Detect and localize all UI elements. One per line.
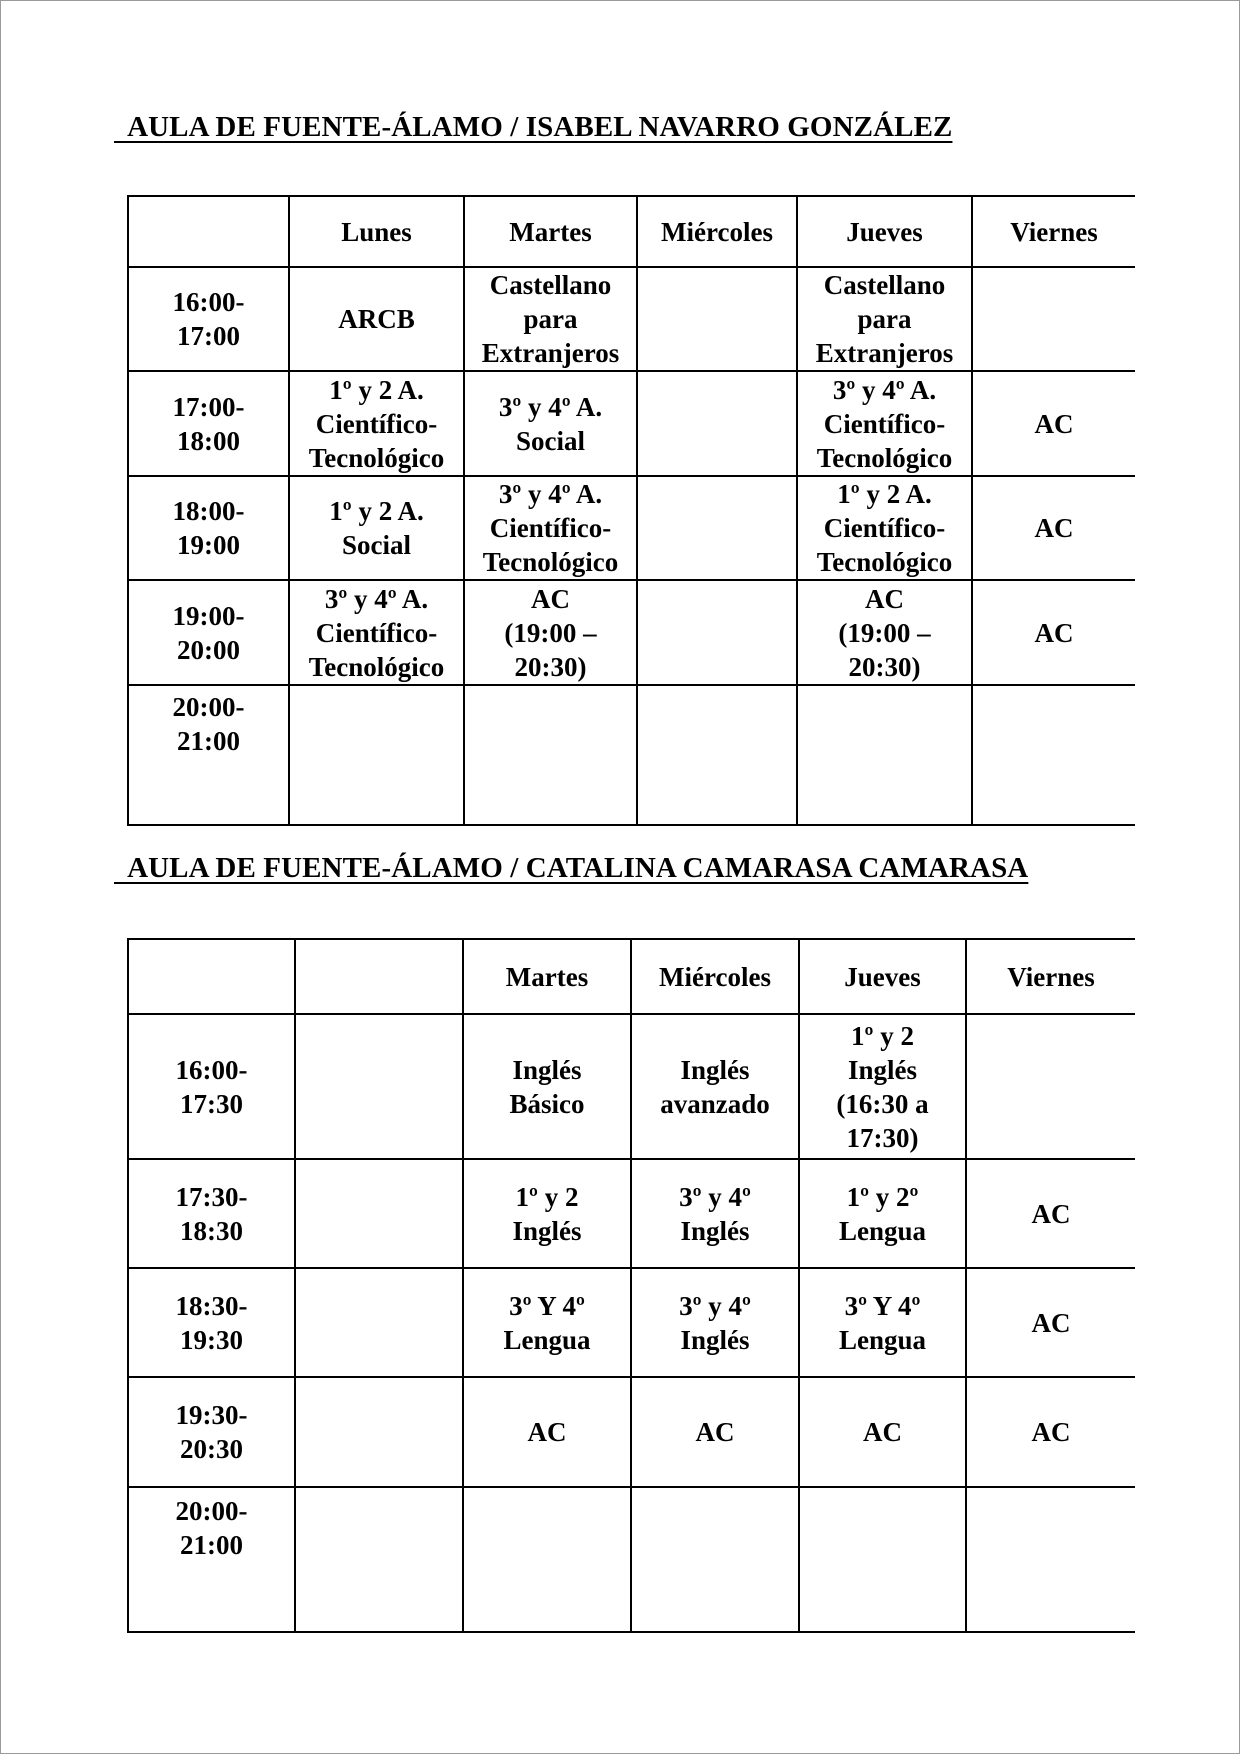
class-cell: 3º y 4º Inglés <box>631 1268 799 1377</box>
time-slot-cell: 19:00- 20:00 <box>128 580 289 685</box>
class-cell: AC <box>972 580 1135 685</box>
class-cell <box>295 1487 463 1632</box>
header-cell <box>295 939 463 1014</box>
class-cell: AC <box>972 371 1135 476</box>
class-cell <box>972 267 1135 371</box>
header-cell: Lunes <box>289 196 464 267</box>
class-cell: 1º y 2 A. Social <box>289 476 464 580</box>
class-cell: Castellano para Extranjeros <box>464 267 637 371</box>
class-cell <box>464 685 637 825</box>
header-cell: Miércoles <box>631 939 799 1014</box>
class-cell <box>637 685 797 825</box>
class-cell <box>797 685 972 825</box>
table-row <box>128 580 1135 685</box>
class-cell: 3º y 4º Inglés <box>631 1159 799 1268</box>
class-cell: AC <box>631 1377 799 1487</box>
class-cell: Inglés Básico <box>463 1014 631 1159</box>
schedule-1-heading: AULA DE FUENTE-ÁLAMO / ISABEL NAVARRO GONZÁLEZ <box>114 111 953 143</box>
class-cell: 3º Y 4º Lengua <box>799 1268 966 1377</box>
header-cell: Jueves <box>797 196 972 267</box>
class-cell <box>637 476 797 580</box>
time-slot-cell: 18:30- 19:30 <box>128 1268 295 1377</box>
header-cell: Miércoles <box>637 196 797 267</box>
table-row <box>128 371 1135 476</box>
table-row <box>128 1487 1135 1632</box>
class-cell: 3º y 4º A. Científico- Tecnológico <box>797 371 972 476</box>
class-cell <box>289 685 464 825</box>
schedule-1-table <box>127 195 1135 826</box>
time-slot-cell: 17:00- 18:00 <box>128 371 289 476</box>
class-cell <box>295 1014 463 1159</box>
header-cell: Viernes <box>972 196 1135 267</box>
class-cell: Inglés avanzado <box>631 1014 799 1159</box>
class-cell: 3º y 4º A. Científico- Tecnológico <box>464 476 637 580</box>
class-cell <box>631 1487 799 1632</box>
time-slot-cell: 17:30- 18:30 <box>128 1159 295 1268</box>
class-cell <box>972 685 1135 825</box>
class-cell: 1º y 2 A. Científico- Tecnológico <box>797 476 972 580</box>
time-slot-cell: 18:00- 19:00 <box>128 476 289 580</box>
class-cell: 3º y 4º A. Científico- Tecnológico <box>289 580 464 685</box>
class-cell: 1º y 2 Inglés <box>463 1159 631 1268</box>
table-row <box>128 1268 1135 1377</box>
class-cell: 1º y 2 A. Científico- Tecnológico <box>289 371 464 476</box>
header-cell: Martes <box>464 196 637 267</box>
header-cell <box>128 196 289 267</box>
time-slot-cell: 20:00- 21:00 <box>128 1487 295 1632</box>
class-cell <box>799 1487 966 1632</box>
header-cell: Jueves <box>799 939 966 1014</box>
time-slot-cell: 20:00- 21:00 <box>128 685 289 825</box>
class-cell: Castellano para Extranjeros <box>797 267 972 371</box>
class-cell <box>966 1014 1135 1159</box>
class-cell <box>637 580 797 685</box>
header-cell: Viernes <box>966 939 1135 1014</box>
class-cell <box>966 1487 1135 1632</box>
class-cell: AC <box>966 1268 1135 1377</box>
class-cell <box>637 371 797 476</box>
class-cell <box>463 1487 631 1632</box>
class-cell: AC <box>966 1377 1135 1487</box>
class-cell: 1º y 2º Lengua <box>799 1159 966 1268</box>
time-slot-cell: 16:00- 17:30 <box>128 1014 295 1159</box>
schedule-2-table <box>127 938 1135 1633</box>
class-cell: 3º y 4º A. Social <box>464 371 637 476</box>
class-cell: AC <box>799 1377 966 1487</box>
table-row <box>128 685 1135 825</box>
table-row <box>128 1014 1135 1159</box>
class-cell: AC <box>463 1377 631 1487</box>
class-cell <box>637 267 797 371</box>
time-slot-cell: 16:00- 17:00 <box>128 267 289 371</box>
table-row <box>128 1159 1135 1268</box>
table-row <box>128 1377 1135 1487</box>
class-cell: AC <box>972 476 1135 580</box>
header-cell <box>128 939 295 1014</box>
class-cell: AC <box>966 1159 1135 1268</box>
class-cell <box>295 1377 463 1487</box>
header-row <box>128 939 1135 1014</box>
class-cell: ARCB <box>289 267 464 371</box>
class-cell: 3º Y 4º Lengua <box>463 1268 631 1377</box>
class-cell <box>295 1159 463 1268</box>
class-cell <box>295 1268 463 1377</box>
table-row <box>128 476 1135 580</box>
header-cell: Martes <box>463 939 631 1014</box>
class-cell: 1º y 2 Inglés (16:30 a 17:30) <box>799 1014 966 1159</box>
table-row <box>128 267 1135 371</box>
class-cell: AC (19:00 – 20:30) <box>797 580 972 685</box>
header-row <box>128 196 1135 267</box>
class-cell: AC (19:00 – 20:30) <box>464 580 637 685</box>
time-slot-cell: 19:30- 20:30 <box>128 1377 295 1487</box>
schedule-2-heading: AULA DE FUENTE-ÁLAMO / CATALINA CAMARASA CAMARASA <box>114 852 1029 884</box>
